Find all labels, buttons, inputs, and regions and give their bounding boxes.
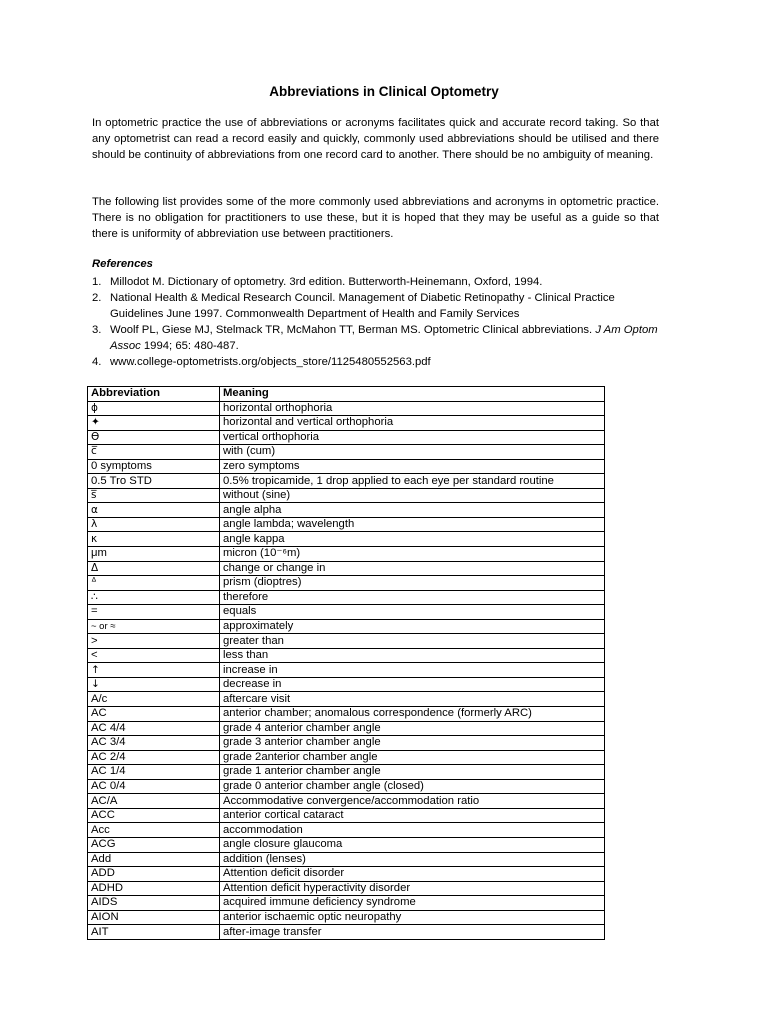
table-row	[88, 808, 605, 823]
abbreviation-cell: ↓	[88, 677, 220, 692]
abbreviation-cell: AC 0/4	[88, 779, 220, 794]
table-row	[88, 925, 605, 940]
meaning-cell: horizontal and vertical orthophoria	[220, 416, 605, 431]
meaning-cell: with (cum)	[220, 445, 605, 460]
table-row	[88, 430, 605, 445]
meaning-cell: Accommodative convergence/accommodation ratio	[220, 794, 605, 809]
meaning-cell: anterior chamber; anomalous correspondence (formerly ARC)	[220, 707, 605, 722]
references-list	[92, 274, 659, 370]
table-row	[88, 503, 605, 518]
table-row	[88, 401, 605, 416]
meaning-cell: less than	[220, 648, 605, 663]
abbreviation-cell: α	[88, 503, 220, 518]
abbreviation-cell: s̅	[88, 488, 220, 503]
abbreviation-cell: AC 1/4	[88, 765, 220, 780]
reference-item	[92, 290, 659, 322]
meaning-cell: greater than	[220, 634, 605, 649]
meaning-cell: aftercare visit	[220, 692, 605, 707]
table-row	[88, 910, 605, 925]
table-row	[88, 721, 605, 736]
abbreviation-cell: ACC	[88, 808, 220, 823]
table-row	[88, 663, 605, 678]
abbreviation-cell: ∴	[88, 590, 220, 605]
table-row	[88, 416, 605, 431]
abbreviation-cell: ✦	[88, 416, 220, 431]
reference-item	[92, 354, 659, 370]
meaning-cell: vertical orthophoria	[220, 430, 605, 445]
meaning-cell: Attention deficit disorder	[220, 867, 605, 882]
table-row	[88, 517, 605, 532]
meaning-cell: after-image transfer	[220, 925, 605, 940]
reference-journal: J Am Optom Assoc	[110, 324, 658, 352]
table-row	[88, 576, 605, 591]
reference-text: National Health & Medical Research Council. Management of Diabetic Retinopathy - Clinical Practice Guidelines June 1997. Commonwealth Department of Health and Family Services	[110, 292, 615, 320]
reference-item	[92, 322, 659, 354]
table-row	[88, 765, 605, 780]
meaning-cell: horizontal orthophoria	[220, 401, 605, 416]
abbreviation-cell: ADD	[88, 867, 220, 882]
table-row	[88, 488, 605, 503]
reference-number: 1.	[92, 276, 102, 288]
table-row	[88, 648, 605, 663]
reference-citation: 1994; 65: 480-487.	[140, 340, 239, 352]
abbreviation-cell: ᐞ	[88, 576, 220, 591]
column-header-abbreviation: Abbreviation	[88, 387, 220, 402]
table-row	[88, 852, 605, 867]
meaning-cell: grade 4 anterior chamber angle	[220, 721, 605, 736]
meaning-cell: without (sine)	[220, 488, 605, 503]
abbreviations-table	[87, 386, 605, 940]
reference-authors: Woolf PL, Giese MJ, Stelmack TR, McMahon TT, Berman MS. Optometric Clinical abbreviations.	[110, 324, 596, 336]
abbreviation-cell: ↑	[88, 663, 220, 678]
meaning-cell: accommodation	[220, 823, 605, 838]
abbreviation-cell: Add	[88, 852, 220, 867]
table-row	[88, 474, 605, 489]
reference-number: 2.	[92, 292, 102, 304]
table-row	[88, 590, 605, 605]
table-row	[88, 532, 605, 547]
abbreviation-cell: ACG	[88, 837, 220, 852]
abbreviation-cell: ~ or ≈	[88, 619, 220, 634]
abbreviation-cell: Acc	[88, 823, 220, 838]
reference-url: www.college-optometrists.org/objects_store/1125480552563.pdf	[110, 356, 431, 368]
abbreviation-cell: μm	[88, 547, 220, 562]
meaning-cell: grade 1 anterior chamber angle	[220, 765, 605, 780]
reference-number: 4.	[92, 356, 102, 368]
abbreviation-cell: AC/A	[88, 794, 220, 809]
table-row	[88, 896, 605, 911]
table-row	[88, 794, 605, 809]
meaning-cell: addition (lenses)	[220, 852, 605, 867]
intro-paragraph: The following list provides some of the more commonly used abbreviations and acronyms in optometric practice. There is no obligation for practitioners to use these, but it is hoped that they may be useful as a guide so that there is uniformity of abbreviation use between practitioners.	[92, 196, 659, 240]
abbreviation-cell: AC 3/4	[88, 736, 220, 751]
meaning-cell: acquired immune deficiency syndrome	[220, 896, 605, 911]
table-row	[88, 634, 605, 649]
meaning-cell: angle kappa	[220, 532, 605, 547]
abbreviation-cell: ϕ	[88, 401, 220, 416]
table-row	[88, 823, 605, 838]
table-body	[88, 401, 605, 939]
abbreviation-cell: >	[88, 634, 220, 649]
meaning-cell: approximately	[220, 619, 605, 634]
meaning-cell: increase in	[220, 663, 605, 678]
table-row	[88, 547, 605, 562]
meaning-cell: zero symptoms	[220, 459, 605, 474]
abbreviation-cell: AIT	[88, 925, 220, 940]
reference-text	[110, 322, 659, 354]
table-row	[88, 867, 605, 882]
abbreviation-cell: A/c	[88, 692, 220, 707]
table-header-row	[88, 387, 605, 402]
abbreviation-cell: Δ	[88, 561, 220, 576]
abbreviation-cell: ϴ	[88, 430, 220, 445]
abbreviation-cell: 0 symptoms	[88, 459, 220, 474]
table-row	[88, 692, 605, 707]
meaning-cell: prism (dioptres)	[220, 576, 605, 591]
abbreviation-cell: AC	[88, 707, 220, 722]
table-row	[88, 619, 605, 634]
table-row	[88, 736, 605, 751]
meaning-cell: grade 2anterior chamber angle	[220, 750, 605, 765]
table-row	[88, 779, 605, 794]
meaning-cell: change or change in	[220, 561, 605, 576]
meaning-cell: equals	[220, 605, 605, 620]
abbreviation-cell: c̅	[88, 445, 220, 460]
meaning-cell: 0.5% tropicamide, 1 drop applied to each eye per standard routine	[220, 474, 605, 489]
abbreviation-cell: AC 2/4	[88, 750, 220, 765]
reference-number: 3.	[92, 324, 102, 336]
abbreviation-cell: =	[88, 605, 220, 620]
meaning-cell: anterior cortical cataract	[220, 808, 605, 823]
table-row	[88, 837, 605, 852]
table-row	[88, 561, 605, 576]
intro-paragraph: In optometric practice the use of abbreviations or acronyms facilitates quick and accurate record taking. So that any optometrist can read a record easily and quickly, commonly used abbreviations should be utilised and there should be continuity of abbreviations from one record card to another. There should be no ambiguity of meaning.	[92, 117, 659, 161]
table-row	[88, 459, 605, 474]
table-row	[88, 750, 605, 765]
abbreviation-cell: ADHD	[88, 881, 220, 896]
abbreviation-cell: AC 4/4	[88, 721, 220, 736]
abbreviation-cell: <	[88, 648, 220, 663]
page-title: Abbreviations in Clinical Optometry	[269, 84, 499, 99]
column-header-meaning: Meaning	[220, 387, 605, 402]
abbreviation-cell: AIDS	[88, 896, 220, 911]
meaning-cell: therefore	[220, 590, 605, 605]
references-heading: References	[92, 258, 153, 270]
abbreviation-cell: κ	[88, 532, 220, 547]
reference-item	[92, 274, 659, 290]
meaning-cell: decrease in	[220, 677, 605, 692]
abbreviation-cell: λ	[88, 517, 220, 532]
meaning-cell: angle alpha	[220, 503, 605, 518]
table-row	[88, 677, 605, 692]
meaning-cell: angle closure glaucoma	[220, 837, 605, 852]
meaning-cell: anterior ischaemic optic neuropathy	[220, 910, 605, 925]
table-row	[88, 605, 605, 620]
reference-text: Millodot M. Dictionary of optometry. 3rd edition. Butterworth-Heinemann, Oxford, 1994.	[110, 276, 543, 288]
abbreviation-cell: 0.5 Tro STD	[88, 474, 220, 489]
abbreviation-cell: AION	[88, 910, 220, 925]
table-row	[88, 881, 605, 896]
table-row	[88, 707, 605, 722]
meaning-cell: grade 3 anterior chamber angle	[220, 736, 605, 751]
meaning-cell: angle lambda; wavelength	[220, 517, 605, 532]
meaning-cell: grade 0 anterior chamber angle (closed)	[220, 779, 605, 794]
meaning-cell: Attention deficit hyperactivity disorder	[220, 881, 605, 896]
table-row	[88, 445, 605, 460]
meaning-cell: micron (10⁻⁶m)	[220, 547, 605, 562]
